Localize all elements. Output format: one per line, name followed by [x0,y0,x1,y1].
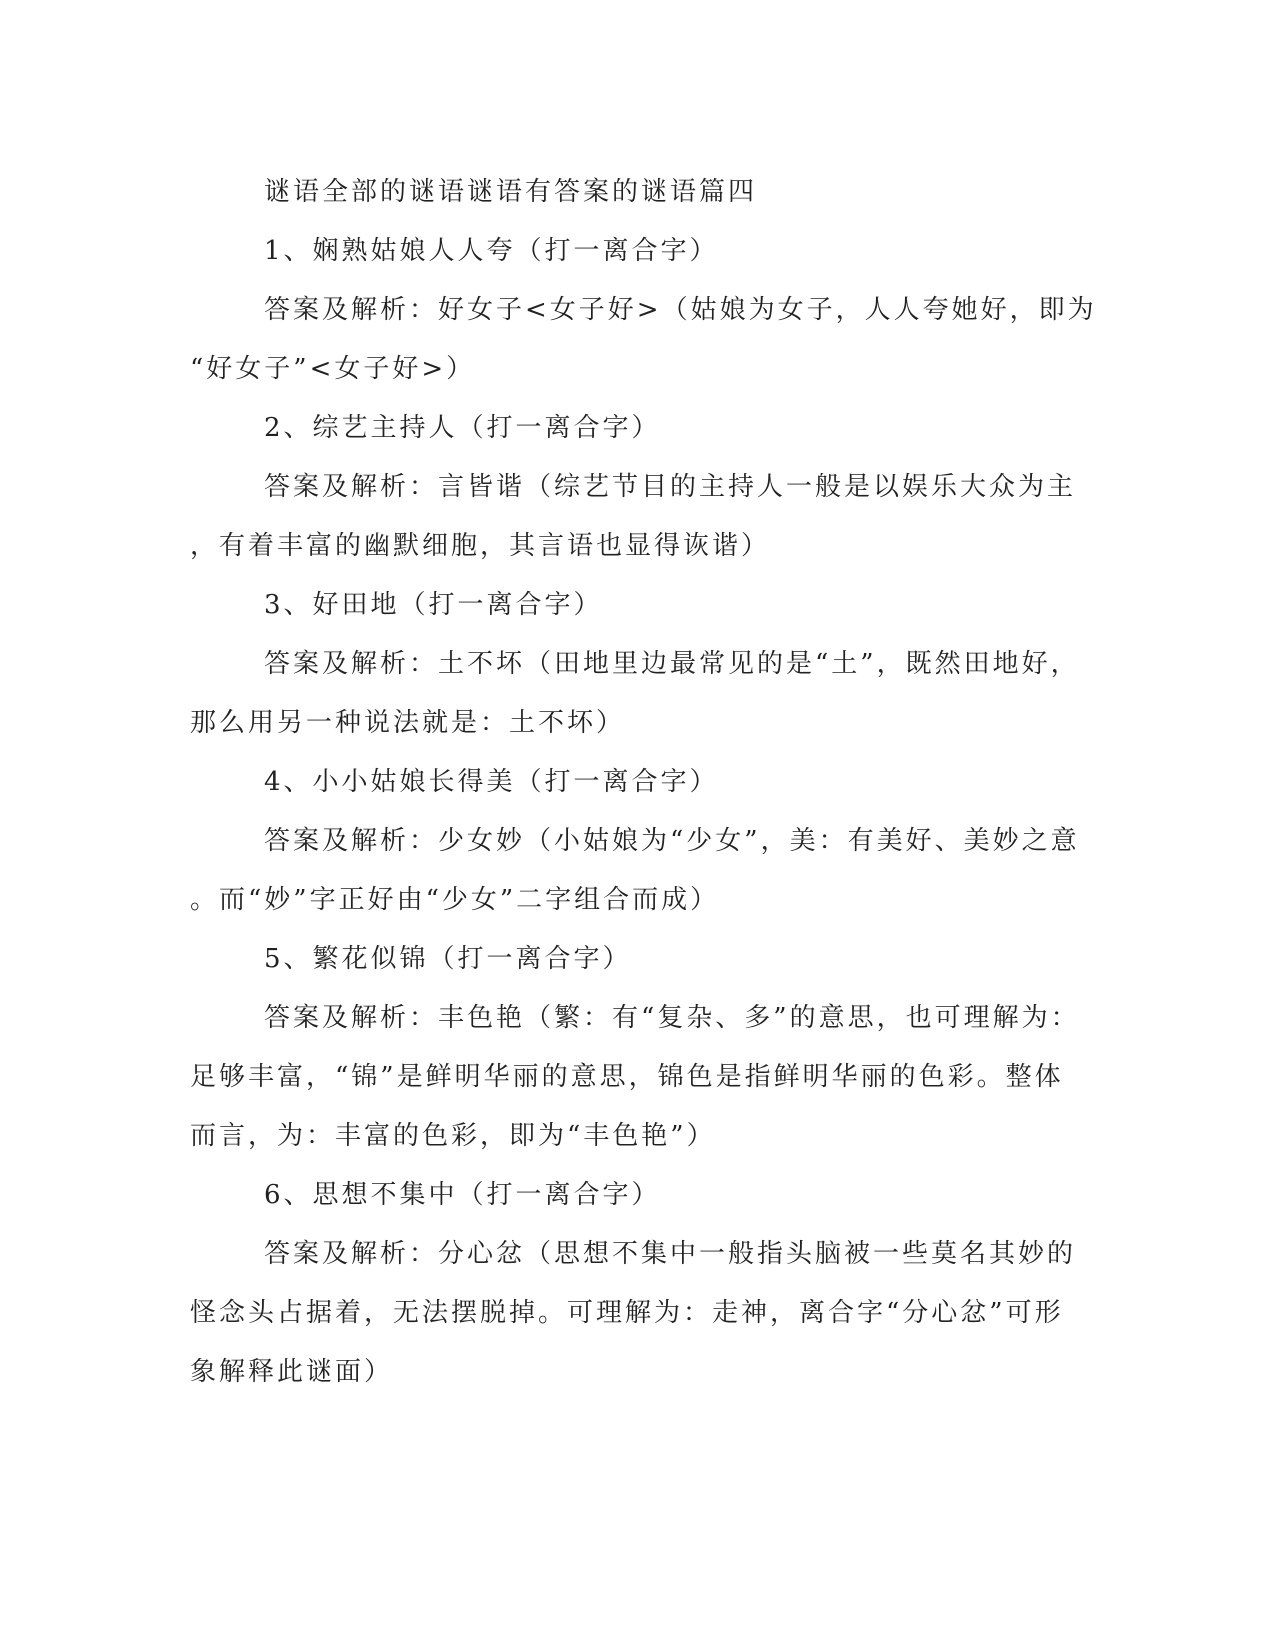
riddle-5-answer: 答案及解析：丰色艳（繁：有“复杂、多”的意思，也可理解为： [264,1003,1080,1033]
riddle-4-answer: 答案及解析：少女妙（小姑娘为“少女”，美：有美好、美妙之意 [264,826,1080,856]
riddle-1-answer-cont: “好女子”<女子好>） [190,354,476,384]
document-body [190,163,1097,1402]
riddle-5-question: 5、繁花似锦（打一离合字） [264,944,632,974]
riddle-6-answer: 答案及解析：分心忿（思想不集中一般指头脑被一些莫名其妙的 [264,1239,1077,1269]
riddle-3-question: 3、好田地（打一离合字） [264,590,603,620]
riddle-6-answer-cont-2: 象解释此谜面） [190,1357,394,1387]
riddle-3-answer: 答案及解析：土不坏（田地里边最常见的是“土”，既然田地好， [264,649,1080,679]
riddle-2-answer-cont: ，有着丰富的幽默细胞，其言语也显得诙谐） [190,531,771,561]
document-title: 谜语全部的谜语谜语有答案的谜语篇四 [264,177,758,207]
riddle-4-answer-cont: 。而“妙”字正好由“少女”二字组合而成） [190,885,720,915]
riddle-2-answer: 答案及解析：言皆谐（综艺节目的主持人一般是以娱乐大众为主 [264,472,1077,502]
riddle-6-question: 6、思想不集中（打一离合字） [264,1180,661,1210]
riddle-2-question: 2、综艺主持人（打一离合字） [264,413,661,443]
riddle-4-question: 4、小小姑娘长得美（打一离合字） [264,767,719,797]
riddle-1-question: 1、娴熟姑娘人人夸（打一离合字） [264,236,719,266]
riddle-5-answer-cont-2: 而言，为：丰富的色彩，即为“丰色艳”） [190,1121,716,1151]
riddle-1-answer: 答案及解析：好女子<女子好>（姑娘为女子，人人夸她好，即为 [264,295,1097,325]
riddle-6-answer-cont: 怪念头占据着，无法摆脱掉。可理解为：走神，离合字“分心忿”可形 [190,1298,1064,1328]
riddle-3-answer-cont: 那么用另一种说法就是：土不坏） [190,708,626,738]
riddle-5-answer-cont: 足够丰富，“锦”是鲜明华丽的意思，锦色是指鲜明华丽的色彩。整体 [190,1062,1064,1092]
